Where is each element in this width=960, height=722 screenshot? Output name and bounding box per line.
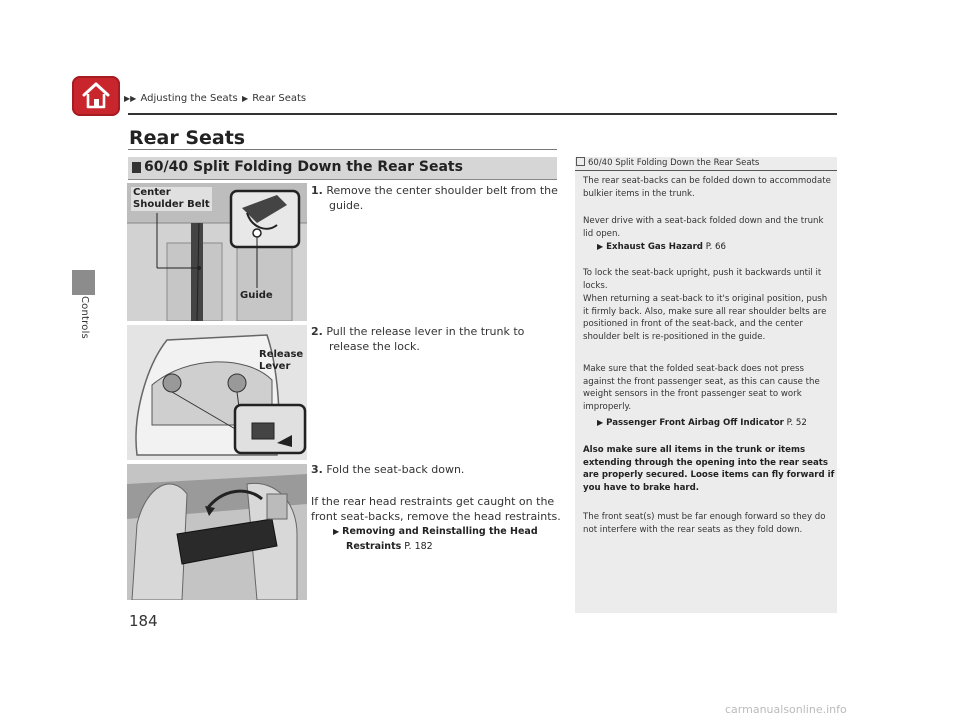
reference-page[interactable]: P. 182 [404,541,433,552]
cross-reference-airbag-indicator[interactable] [597,417,807,429]
step-number: 2. [311,325,323,338]
step-text: Fold the seat-back down. [326,463,465,476]
info-panel [575,157,837,613]
step-number: 1. [311,184,323,197]
panel-paragraph: To lock the seat-back upright, push it backwards until it locks. [583,268,822,291]
illustration-release-lever [127,325,307,460]
watermark: carmanualsonline.info [725,703,847,716]
breadcrumb [123,93,306,104]
reference-arrow-icon: ▶ [597,418,604,427]
step-number: 3. [311,463,323,476]
home-icon[interactable] [72,76,120,116]
panel-heading [575,157,837,171]
step-text: Remove the center shoulder belt from the guide. [326,184,558,212]
reference-title[interactable]: Restraints [346,541,402,552]
step-1 [311,183,561,213]
panel-paragraph: When returning a seat-back to it's original position, push it firmly back. Also, make sure all rear shoulder belts are positioned in front of the seat-back, and the center shoulder belt is re-positioned in the guide. [583,294,828,342]
illustration-folded-seat [127,464,307,600]
header-divider [128,113,837,115]
panel-paragraph: The rear seat-backs can be folded down to accommodate bulkier items in the trunk. [583,176,831,199]
illustration-shoulder-belt-guide [127,183,307,321]
callout-release-lever [259,349,303,373]
reference-arrow-icon: ▶ [333,527,340,536]
breadcrumb-arrow-icon: ▶ [241,94,249,103]
reference-page[interactable]: P. 52 [786,418,807,428]
chapter-label: Controls [79,296,90,339]
panel-warning-paragraph: Also make sure all items in the trunk or items extending through the opening into the rear seats are properly secured. Loose items can fly forward if you have to brake hard. [583,445,835,493]
panel-paragraph: The front seat(s) must be far enough forward so they do not interfere with the rear seats as they fold down. [583,512,826,535]
step-3 [311,462,561,477]
page-number: 184 [129,612,158,630]
breadcrumb-item[interactable]: Adjusting the Seats [140,93,238,104]
reference-title[interactable]: Passenger Front Airbag Off Indicator [606,418,784,428]
panel-heading-text: 60/40 Split Folding Down the Rear Seats [588,158,760,168]
panel-paragraph: Never drive with a seat-back folded down and the trunk lid open. [583,216,824,239]
callout-text: Center [133,187,171,198]
note-marker-icon [576,157,585,166]
callout-text: Lever [259,361,291,372]
panel-paragraph: Make sure that the folded seat-back does not press against the front passenger seat, as this can cause the weight sensors in the front passenger seat to work improperly. [583,364,820,412]
step-text: Pull the release lever in the trunk to release the lock. [326,325,525,353]
title-divider [128,149,557,150]
section-heading [128,157,557,180]
section-square-icon [132,162,141,173]
cross-reference-head-restraints[interactable] [333,524,553,554]
section-title: 60/40 Split Folding Down the Rear Seats [144,159,463,175]
breadcrumb-arrow-icon: ▶▶ [124,94,137,103]
callout-guide: Guide [240,290,273,301]
reference-title[interactable]: Removing and Reinstalling the Head [342,526,538,537]
reference-arrow-icon: ▶ [597,242,604,251]
head-restraint-note: If the rear head restraints get caught on the front seat-backs, remove the head restraints. [311,495,561,523]
reference-page[interactable]: P. 66 [705,242,726,252]
page-title: Rear Seats [129,127,246,149]
breadcrumb-item[interactable]: Rear Seats [252,93,307,104]
cross-reference-exhaust[interactable] [597,241,726,253]
callout-text: Release [259,349,304,360]
reference-title[interactable]: Exhaust Gas Hazard [606,242,703,252]
callout-center-shoulder-belt [131,187,212,211]
step-2 [311,324,561,354]
callout-text: Shoulder Belt [133,199,210,210]
chapter-tab[interactable] [72,270,95,295]
